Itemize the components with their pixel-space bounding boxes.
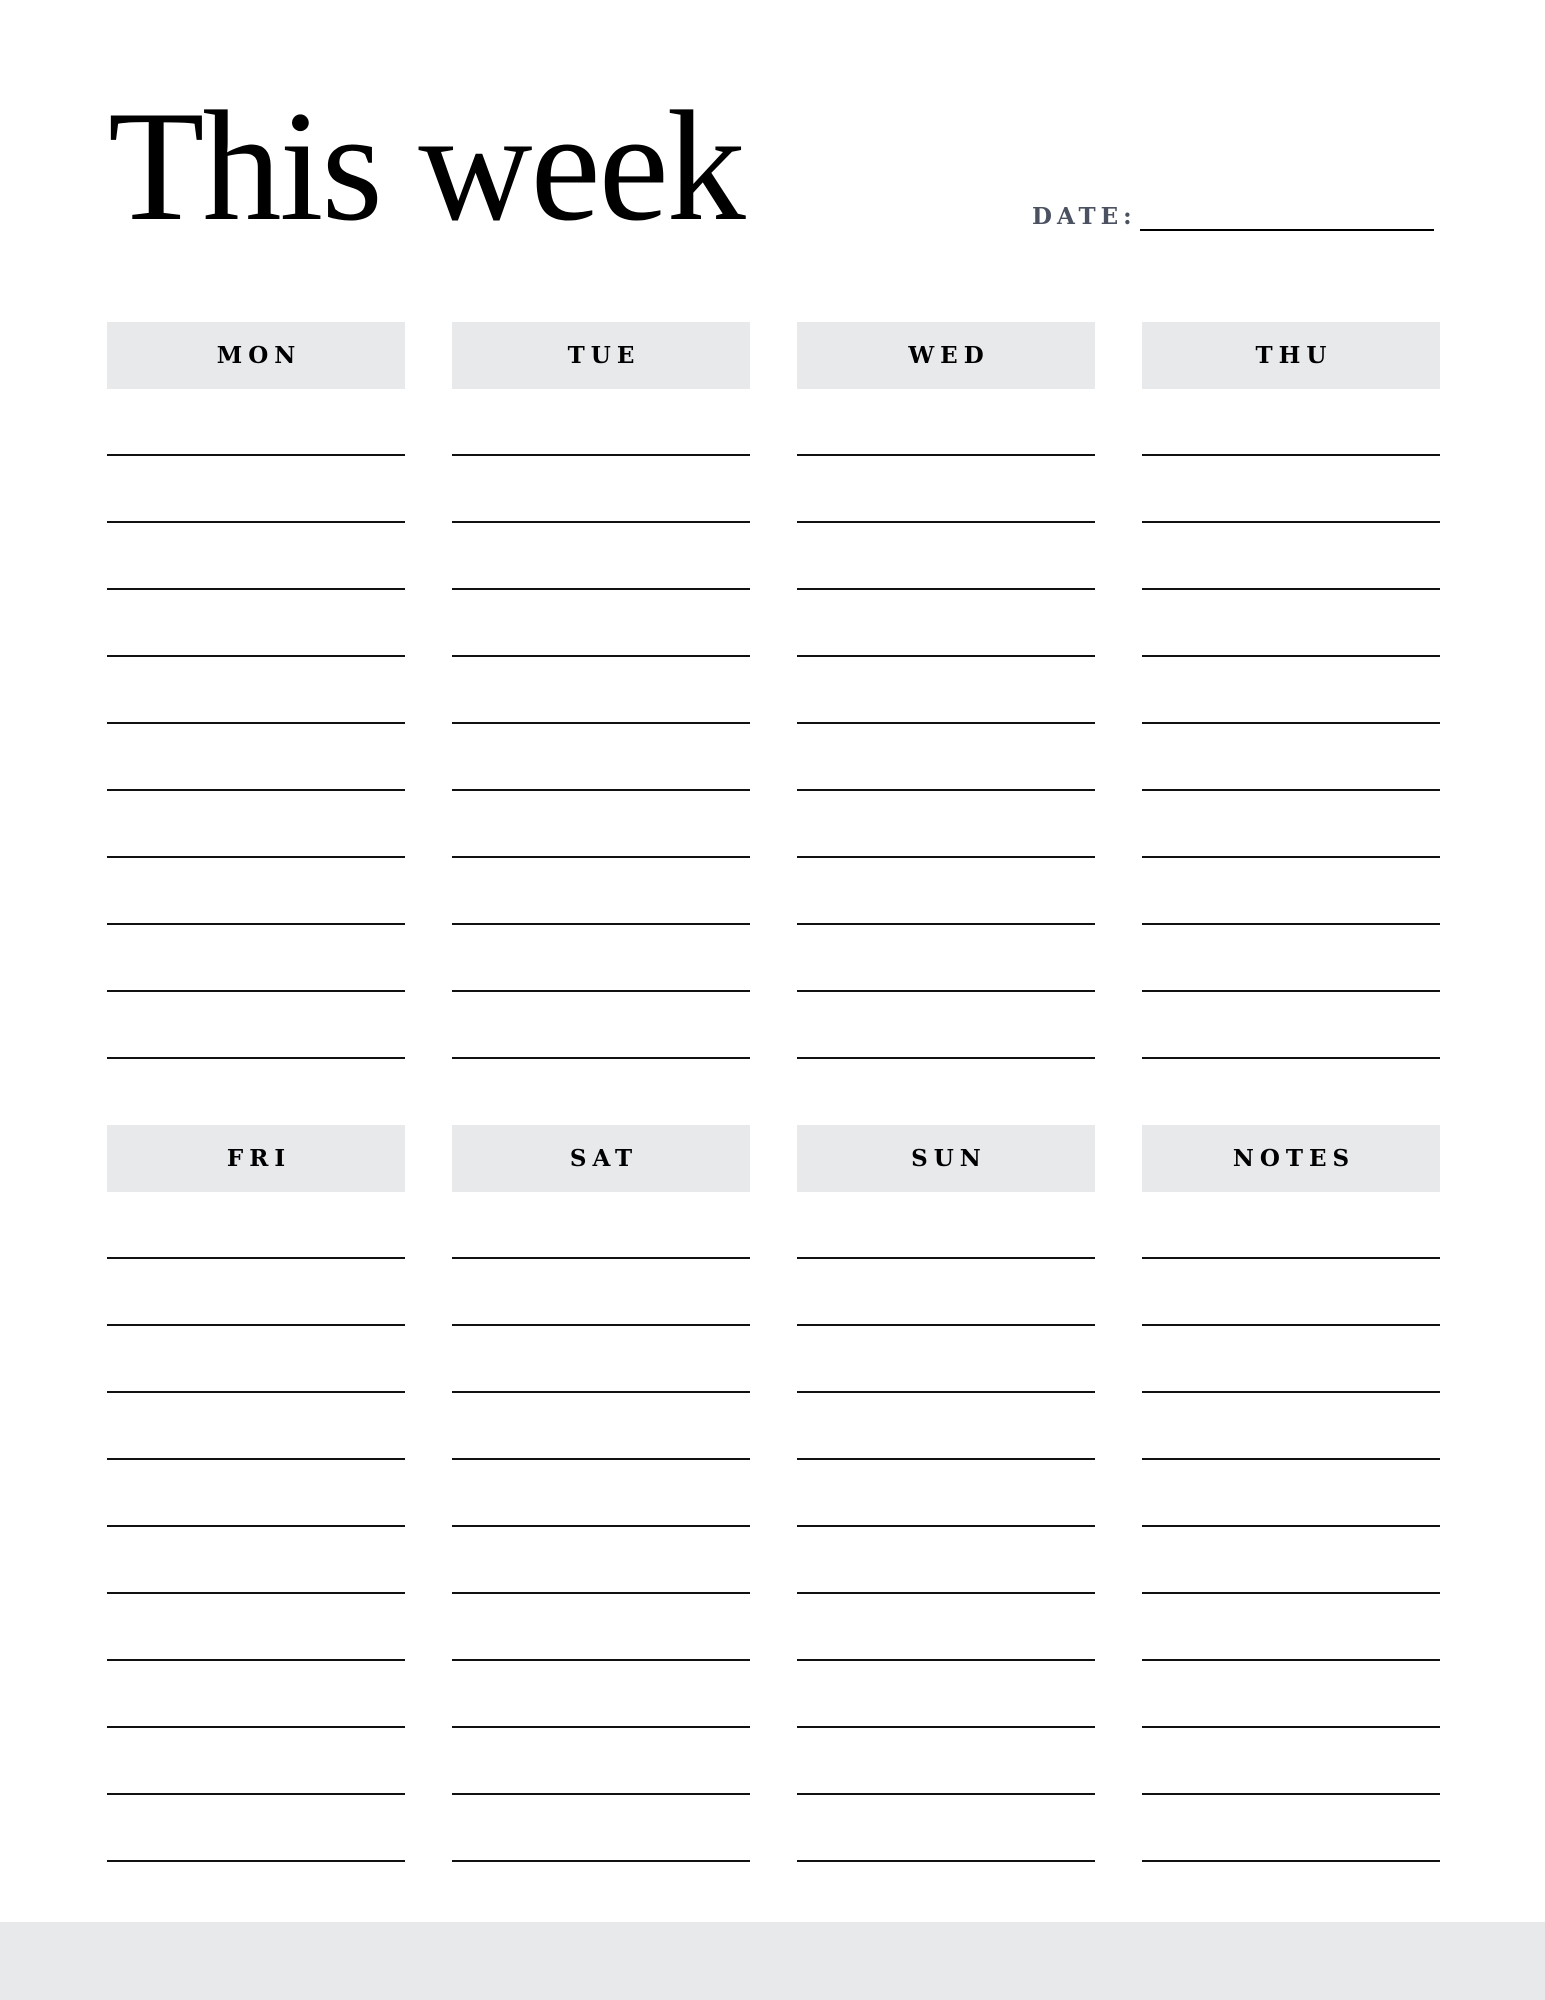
writing-lines[interactable] [1142,389,1440,1064]
writing-lines[interactable] [107,389,405,1064]
day-header-label: SUN [911,1145,987,1172]
notes-header [1142,1125,1440,1192]
date-field[interactable] [1032,200,1434,234]
day-header-label: THU [1255,342,1333,369]
day-header [452,1125,750,1192]
day-column-sun [797,1125,1095,1867]
day-column-thu [1142,322,1440,1064]
day-header [107,322,405,389]
writing-lines[interactable] [107,1192,405,1867]
date-write-line[interactable] [1140,229,1434,231]
day-header [1142,322,1440,389]
day-column-mon [107,322,405,1064]
notes-header-label: NOTES [1232,1145,1356,1172]
writing-lines[interactable] [452,389,750,1064]
writing-lines[interactable] [797,389,1095,1064]
date-label: DATE: [1032,203,1137,230]
writing-lines[interactable] [452,1192,750,1867]
day-header [797,322,1095,389]
day-header-label: FRI [226,1145,292,1172]
writing-lines[interactable] [1142,1192,1440,1867]
day-header [452,322,750,389]
day-column-sat [452,1125,750,1867]
day-header-label: TUE [567,342,641,369]
day-column-wed [797,322,1095,1064]
day-header-label: SAT [569,1145,639,1172]
footer-band [0,1922,1545,2000]
day-header-label: MON [216,342,302,369]
writing-lines[interactable] [797,1192,1095,1867]
day-header-label: WED [908,342,990,369]
notes-column [1142,1125,1440,1867]
page-title: This week [108,79,744,254]
day-column-tue [452,322,750,1064]
day-header [797,1125,1095,1192]
day-header [107,1125,405,1192]
weekly-grid [107,322,1439,1867]
day-column-fri [107,1125,405,1867]
